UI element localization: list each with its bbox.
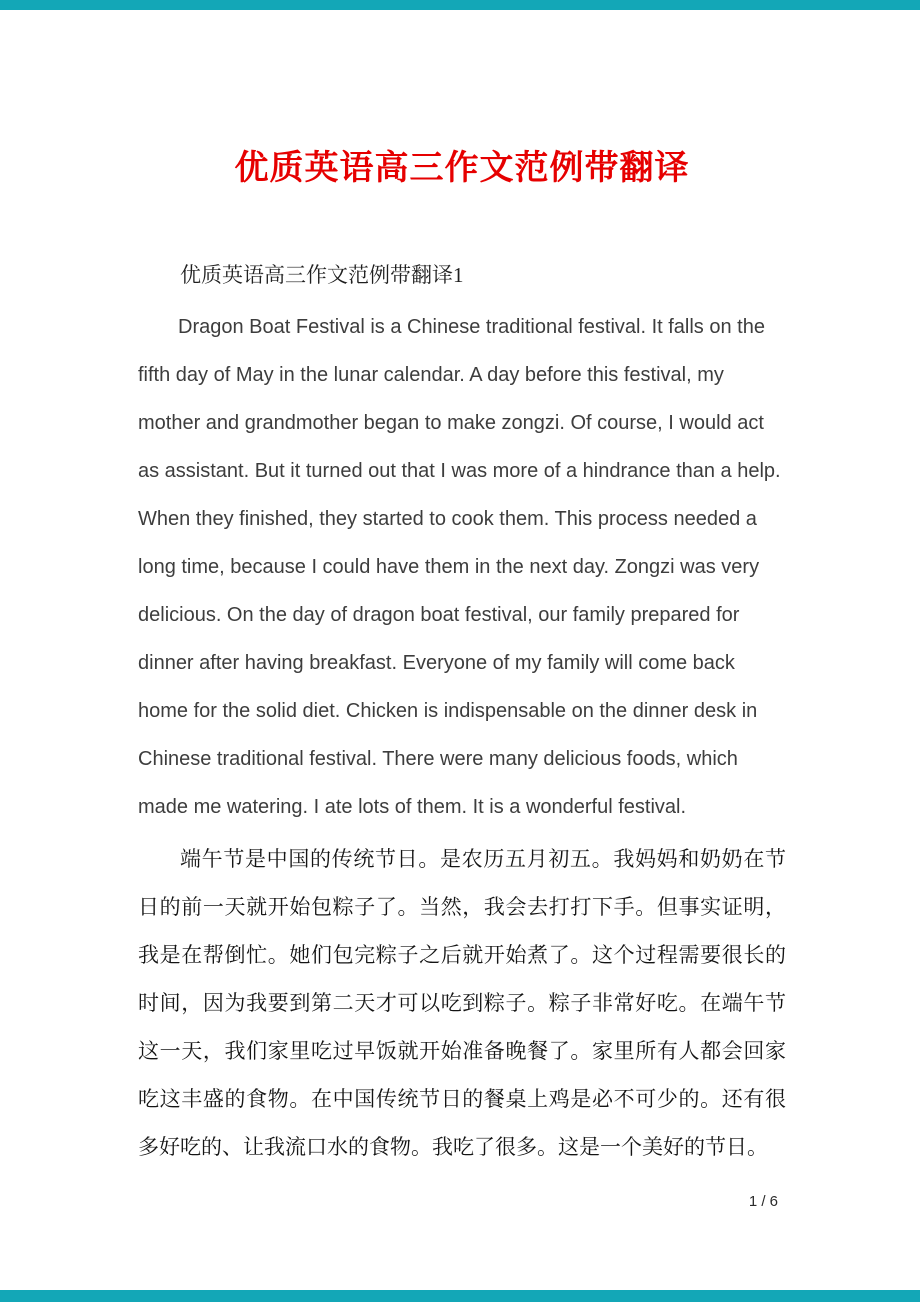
paragraph-english-body: Dragon Boat Festival is a Chinese traditional festival. It falls on the fifth day of May in the lunar calendar. A day before this festival, my mother and grandmother began to make zongzi. Of course, I would act as assistant. But it turned out that I was more of a hindrance than a help. When they finished, they started to cook them. This process needed a long time, because I could have them in the next day. Zongzi was very delicious. On the day of dragon boat festival, our family prepared for dinner after having breakfast. Everyone of my family will come back home for the solid diet. Chicken is indispensable on the dinner desk in Chinese traditional festival. There were many delicious foods, which made me watering. I ate lots of them. It is a wonderful festival. <box>138 316 781 818</box>
paragraph-subtitle: 优质英语高三作文范例带翻译1 <box>180 263 464 287</box>
document-title-text: 优质英语高三作文范例带翻译 <box>234 148 690 188</box>
page-number-indicator: 1 / 6 <box>748 1193 778 1210</box>
bottom-accent-bar <box>0 1290 920 1302</box>
paragraph-chinese-translation: 端午节是中国的传统节日。是农历五月初五。我妈妈和奶奶在节日的前一天就开始包粽子了。当然，我会去打打下手。但事实证明，我是在帮倒忙。她们包完粽子之后就开始煮了。这个过程需要很长的时间，因为我要到第二天才可以吃到粽子。粽子非常好吃。在端午节这一天，我们家里吃过早饭就开始准备晚餐了。家里所有人都会回家吃这丰盛的食物。在中国传统节日的餐桌上鸡是必不可少的。还有很多好吃的、让我流口水的食物。我吃了很多。这是一个美好的节日。 <box>138 847 786 1159</box>
document-title <box>138 140 786 189</box>
document-content <box>138 0 786 1175</box>
